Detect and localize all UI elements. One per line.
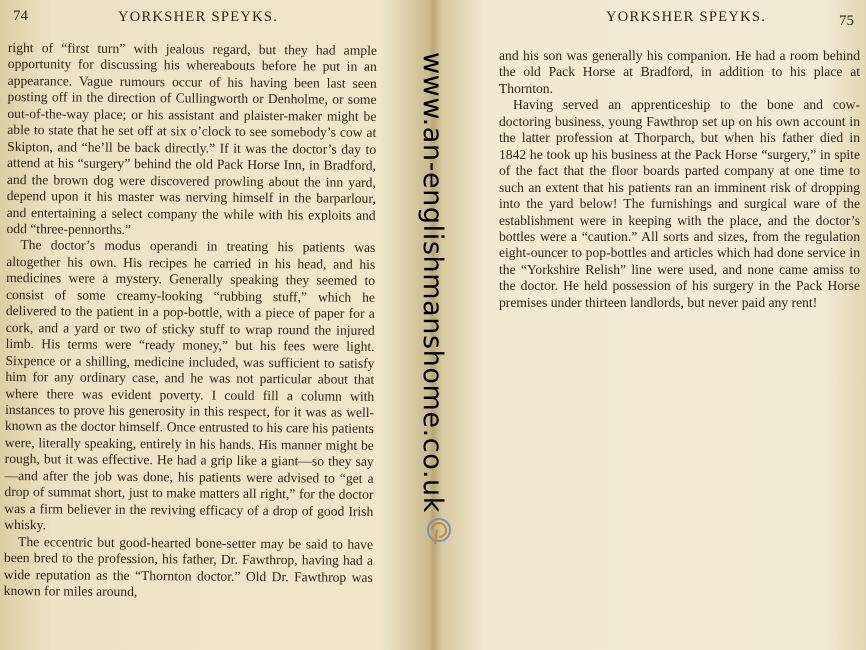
left-page-number: 74 [13,8,28,24]
right-page-number: 75 [839,13,854,29]
globe-logo-icon [423,516,453,546]
left-paragraph-3: The eccentric but good-hearted bone-setter may be said to have been bred to the profession, his father, Dr. Fawthrop, having had a wide reputation as the “Thornton doctor.” Old Dr. Fawthrop was known for miles around, [3,533,374,599]
right-paragraph-2: Having served an apprenticeship to the bone and cow-doctoring business, young Fawthrop set up on his own account in the latter profession at Thorparch, but when his father died in 1842 he took up his business at the Pack Horse “surgery,” in spite of the fact that the floor boards parted company at one time to such an extent that his patients ran an imminent risk of dropping into the yard below! The furnishings and surgical ware of the establishment were in keeping with the place, and the doctor’s bottles were a “caution.” All sorts and sizes, from the regulation eight-ouncer to pop-bottles and articles which had done service in the “Yorkshire Relish” line were used, and none came amiss to the doctor. He held possession of his surgery in the Pack Horse premises under thirteen landlords, but never paid any rent! [499,97,860,310]
left-page [0,0,432,650]
watermark-text: www.an-englishmanshome.co.uk [417,52,448,513]
right-paragraph-1: and his son was generally his companion. He had a room behind the old Pack Horse at Bradford, in addition to his place at Thornton. [499,48,860,96]
left-paragraph-2: The doctor’s modus operandi in treating his patients was altogether his own. His recipes he carried in his head, and his medicines were a mystery. Generally speaking they seemed to consist of some creamy-looking “rubbing stuff,” which he delivered to the patient in a pop-bottle, with a piece of paper for a cork, and a yard or two of sticky stuff to wrap round the injured limb. His terms were “ready money,” but his fees were light. Sixpence or a shilling, medicine included, was sufficient to satisfy him for any ordinary case, and he was not particular about that where there was evident poverty. I could fill a column with instances to prove his generosity in this respect, for it was as well-known as the doctor himself. Once entrusted to his care his patients were, literally speaking, entirely in his hands. His manner might be rough, but it was effective. He had a grip like a giant—so they say—and after the job was done, his patients were advised to “get a drop of summat short, just to make matters all right,” for the doctor was a firm believer in the reviving efficacy of a drop of good Irish whisky. [4,237,376,533]
left-page-body [4,40,377,602]
right-page-body [499,48,860,311]
right-page [434,0,866,650]
right-running-head: YORKSHER SPEYKS. [606,9,767,25]
left-running-head: YORKSHER SPEYKS. [118,9,279,25]
left-paragraph-1: right of “first turn” with jealous regard, but they had ample opportunity for discussing his whereabouts before he put in an appearance. Vague rumours occur of his having been last seen posting off in the direction of Cullingworth or Denholme, or some out-of-the-way place; or his assistant and plaister-maker might be able to state that he set off at six o’clock to see somebody’s cow at Skipton, and “he’ll be back directly.” If it was the doctor’s day to attend at his “surgery” behind the old Pack Horse Inn, in Bradford, and the brown dog were discovered prowling about the inn yard, depend upon it his master was nerving himself in the barparlour, and entertaining a select company the while with his exploits and odd “three-pennorths.” [6,40,377,237]
